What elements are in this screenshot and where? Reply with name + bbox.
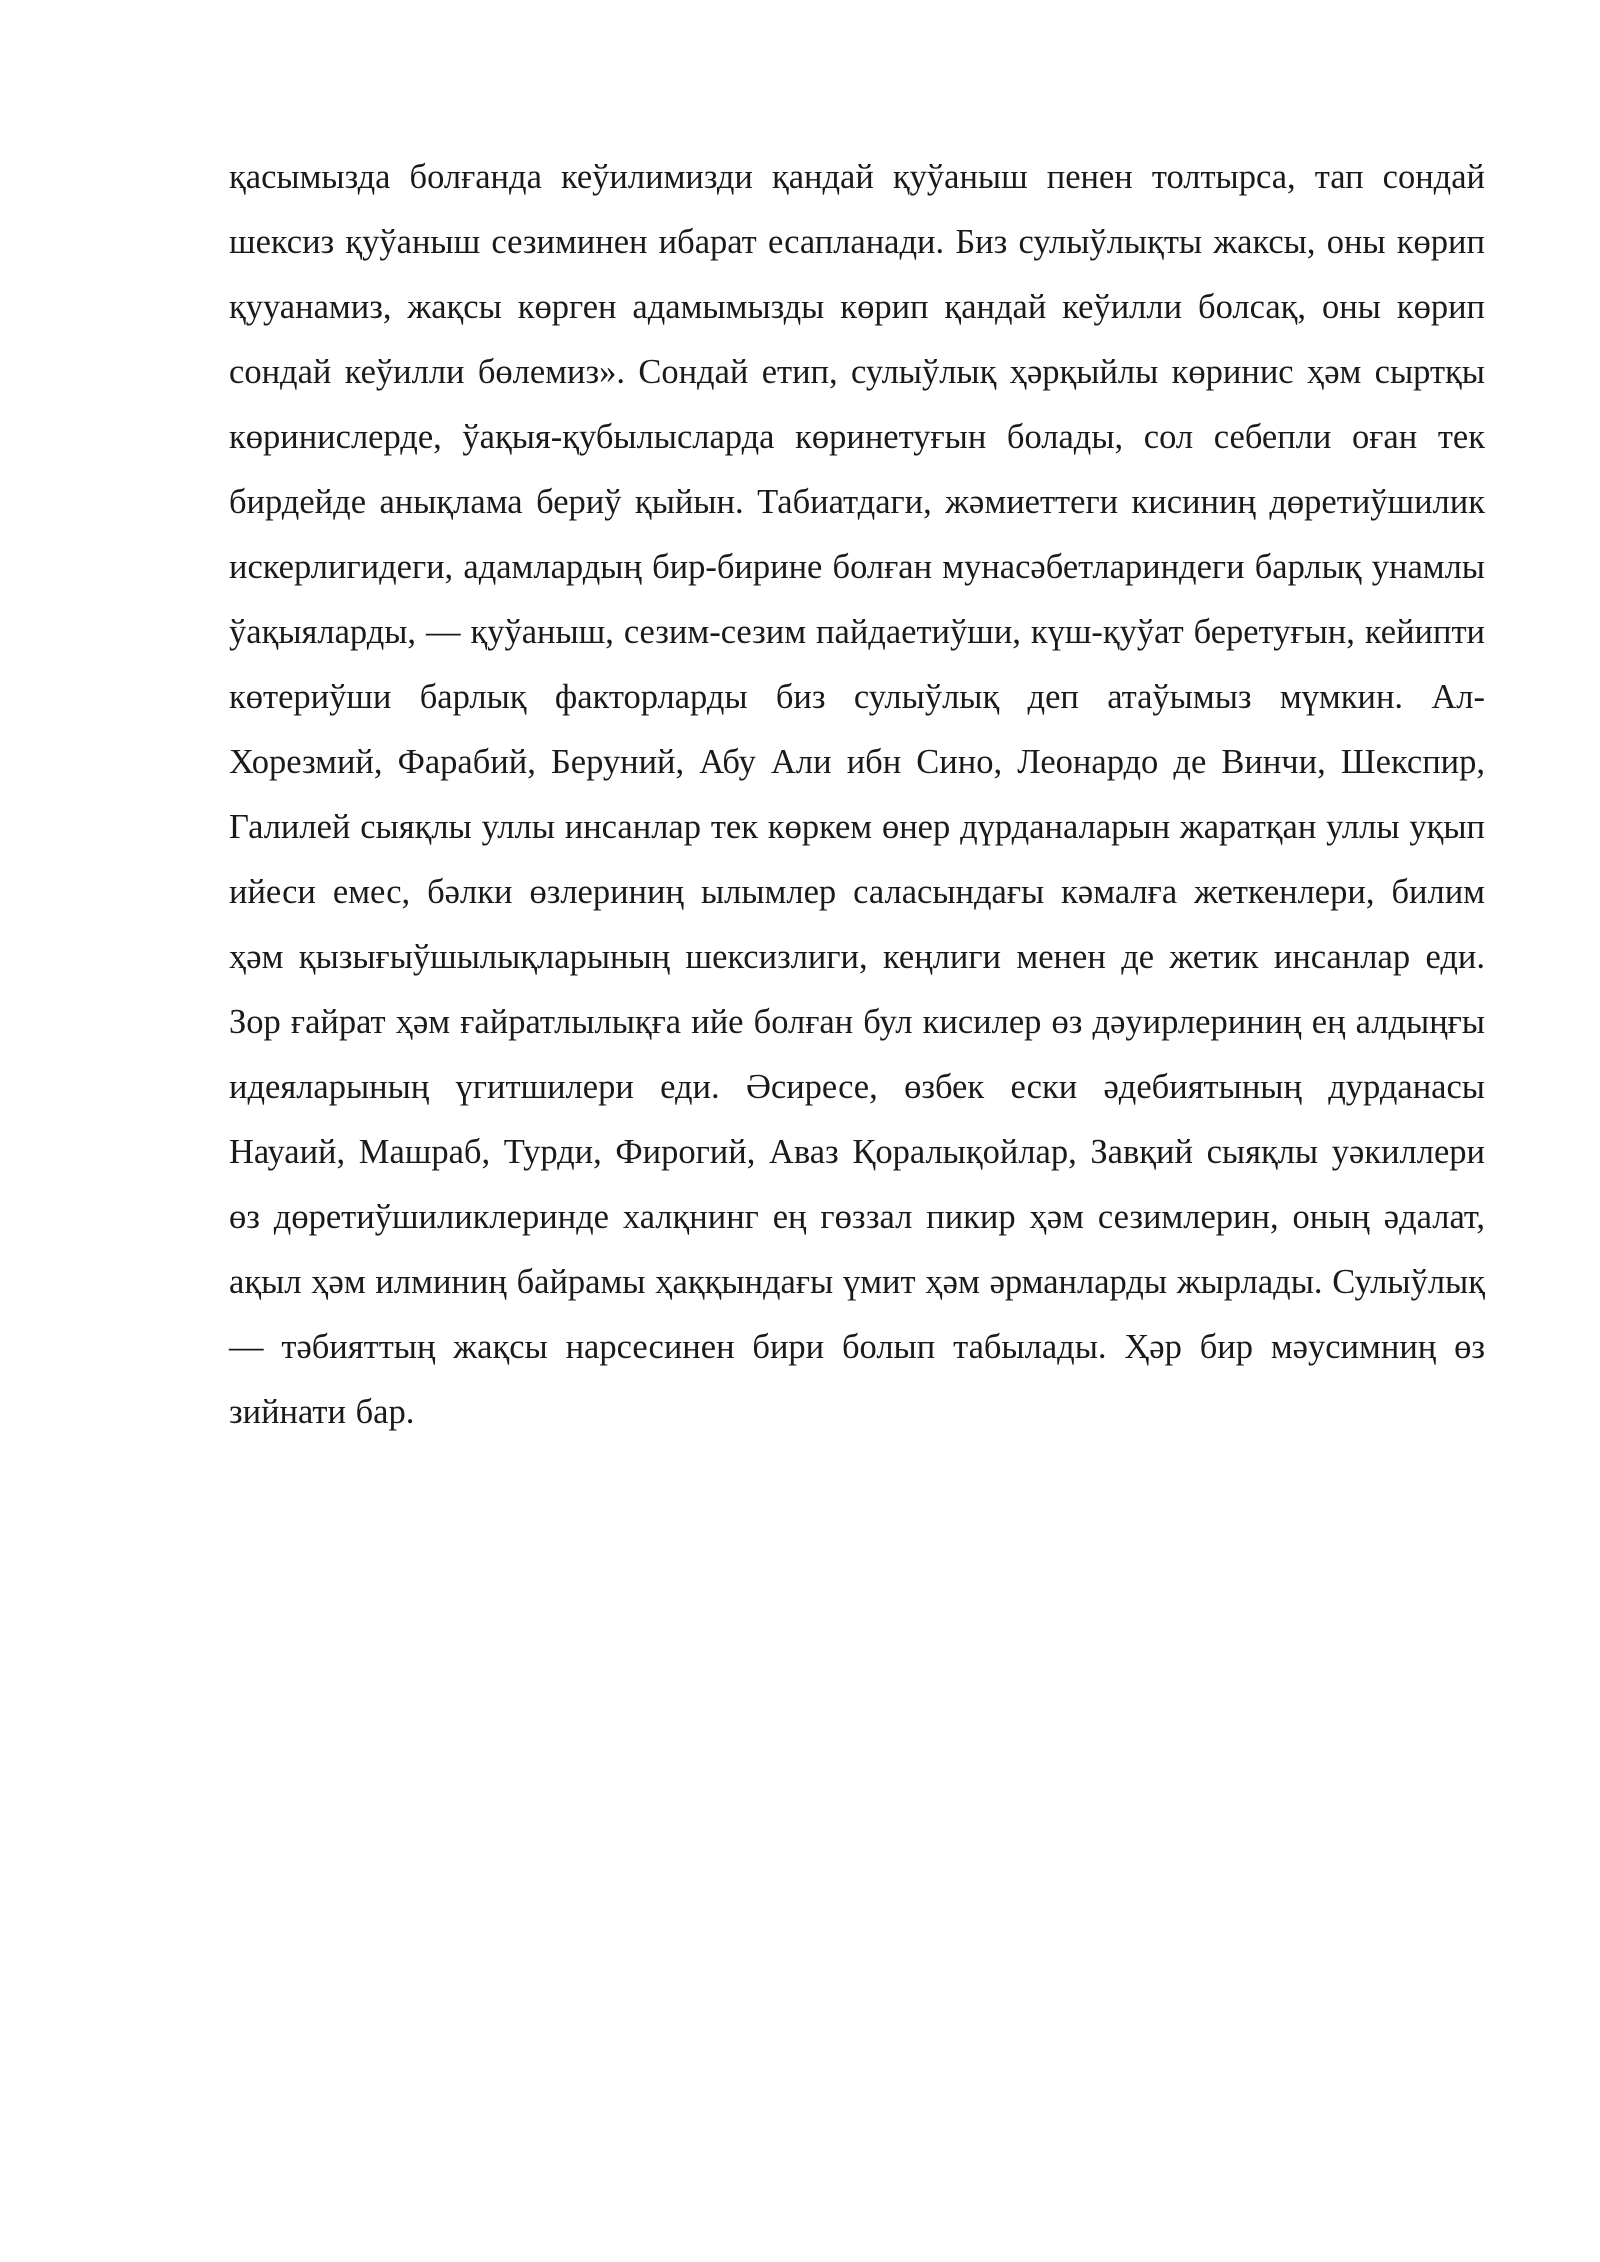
body-paragraph: қасымызда болғанда кеўилимизди қандай қуўаныш пенен толтырса, тап сондай шексиз қуўаныш сезиминен ибарат есапланади. Биз сулыўлықты жаксы, оны көрип қууанамиз, жақсы көрген адамымызды көрип қандай кеўилли болсақ, оны көрип сондай кеўилли бөлемиз». Сондай етип, сулыўлық ҳәрқыйлы көринис ҳәм сыртқы көринислерде, ўақыя-қубылысларда көринетуғын болады, сол себепли оған тек бирдейде анықлама бериў қыйын. Табиатдаги, жәмиеттеги кисиниң дөретиўшилик искерлигидеги, адамлардың бир-бирине болған мунасәбетлариндеги барлық унамлы ўақыяларды, — қуўаныш, сезим-сезим пайдаетиўши, күш-қуўат беретуғын, кейипти көтериўши барлық факторларды биз сулыўлық деп атаўымыз мүмкин. Ал-Хорезмий, Фарабий, Беруний, Абу Али ибн Сино, Леонардо де Винчи, Шекспир, Галилей сыяқлы уллы инсанлар тек көркем өнер дүрданаларын жаратқан уллы уқып ийеси емес, бәлки өзлериниң ылымлер саласындағы кәмалға жеткенлери, билим ҳәм қызығыўшылықларының шексизлиги, кеңлиги менен де жетик инсанлар еди. Зор ғайрат ҳәм ғайратлылықға ийе болған бул кисилер өз дәуирлериниң ең алдыңғы идеяларының үгитшилери еди. Әсиресе, өзбек ески әдебиятының дурданасы Науаий, Машраб, Турди, Фирогий, Аваз Қоралықойлар, Завқий сыяқлы уәкиллери өз дөретиўшиликлеринде халқнинг ең гөззал пикир ҳәм сезимлерин, оның әдалат, ақыл ҳәм илминиң байрамы ҳаққындағы үмит ҳәм әрманларды жырлады. Сулыўлық — тәбияттың жақсы нарсесинен бири болып табылады. Ҳәр бир мәусимниң өз зийнати бар. — [229, 158, 1485, 1431]
